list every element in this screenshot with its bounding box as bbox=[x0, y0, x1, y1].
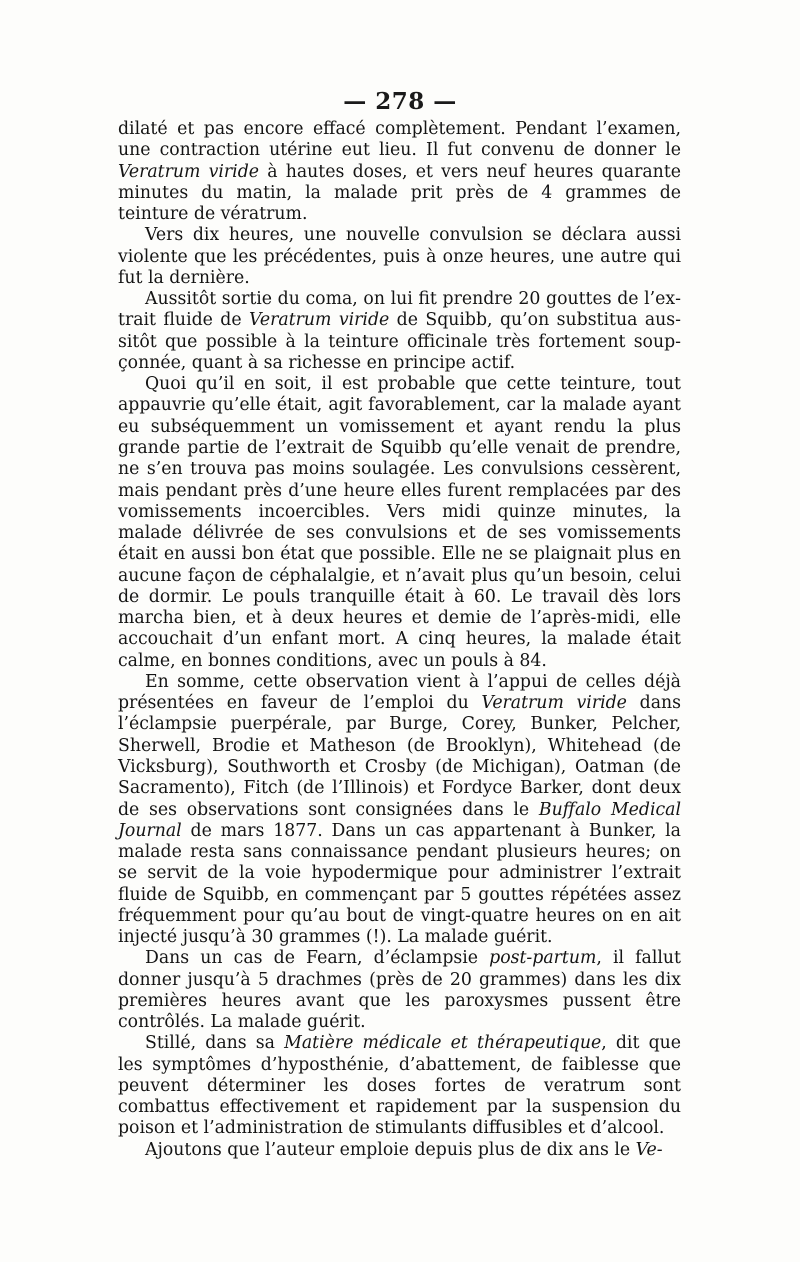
body-text bbox=[118, 119, 681, 1161]
text-run: Stillé, dans sa bbox=[145, 1033, 285, 1054]
text-run: Vers dix heures, une nouvelle convulsion se déclara aussi violente que les précédentes, puis à onze heures, une autre qui fut la dernière. bbox=[118, 225, 681, 288]
text-run: dilaté et pas encore effacé complètement. Pendant l’examen, une contraction utérine eut lieu. Il fut convenu de donner le bbox=[118, 119, 681, 161]
paragraph bbox=[118, 289, 681, 374]
italic-text: Veratrum viride bbox=[118, 161, 259, 182]
text-run: de mars 1877. Dans un cas appartenant à Bunker, la malade resta sans connaissance pendant plusieurs heures; on se servit de la voie hypodermique pour administrer l’extrait fluide de Squibb, en commençant par 5 gouttes répétées assez fréquemment pour qu’au bout de vingt-quatre heures on en ait injecté jusqu’à 30 grammes (!). La malade guérit. bbox=[118, 820, 681, 948]
italic-text: Ve- bbox=[635, 1139, 663, 1160]
text-run: Aussitôt sortie du coma, on lui fit prendre 20 gouttes de l’extrait fluide de bbox=[118, 289, 681, 331]
italic-text: Buffalo Medical Journal bbox=[118, 799, 681, 841]
text-run: de Squibb, qu’on substitua aussitôt que possible à la teinture officinale très fortement soupçonnée, quant à sa richesse en principe actif. bbox=[118, 310, 681, 373]
paragraph bbox=[118, 1140, 681, 1161]
text-run: En somme, cette observation vient à l’appui de celles déjà présentées en faveur de l’emploi du bbox=[118, 671, 681, 714]
text-run: à hautes doses, et vers neuf heures quarante minutes du matin, la malade prit près de 4 grammes de teinture de vératrum. bbox=[118, 161, 681, 225]
text-run: Dans un cas de Fearn, d’éclampsie bbox=[145, 948, 490, 969]
italic-text: post-partum bbox=[489, 948, 597, 969]
text-run: Ajoutons que l’auteur emploie depuis plus de dix ans le bbox=[145, 1139, 636, 1160]
page-number: — 278 — bbox=[343, 88, 457, 115]
text-run: Quoi qu’il en soit, il est probable que cette teinture, tout appauvrie qu’elle était, agit favorablement, car la malade ayant eu subséquemment un vomissement et ayant rendu la plus grande partie de l’extrait de Squibb qu’elle venait de prendre, ne s’en trouva pas moins soulagée. Les convulsions cessèrent, mais pendant près d’une heure elles furent remplacées par des vomissements incoercibles. Vers midi quinze minutes, la malade délivrée de ses convulsions et de ses vomissements était en aussi bon état que possible. Elle ne se plaignait plus en aucune façon de céphalalgie, et n’avait plus qu’un besoin, celui de dormir. Le pouls tranquille était à 60. Le travail dès lors marcha bien, et à deux heures et demie de l’après-midi, elle accouchait d’un enfant mort. A cinq heures, la malade était calme, en bonnes conditions, avec un pouls à 84. bbox=[118, 374, 681, 671]
paragraph bbox=[118, 119, 681, 225]
paragraph bbox=[118, 1033, 681, 1139]
italic-text: Matière médicale et thérapeutique bbox=[284, 1033, 602, 1054]
text-run: dans l’éclampsie puerpérale, par Burge, Corey, Bunker, Pelcher, Sherwell, Brodie et Matheson (de Brooklyn), Whitehead (de Vicksburg), Southworth et Crosby (de Michigan), Oatman (de Sacramento), Fitch (de l’Illinois) et Fordyce Barker, dont deux de ses observations sont consignées dans le bbox=[118, 693, 682, 820]
paragraph bbox=[118, 672, 681, 948]
paragraph bbox=[118, 374, 681, 672]
paragraph bbox=[118, 225, 681, 289]
italic-text: Veratrum viride bbox=[249, 310, 390, 331]
paragraph bbox=[118, 948, 681, 1033]
text-run: , il fallut donner jusqu’à 5 drachmes (près de 20 grammes) dans les dix premières heures avant que les paroxysmes pussent être contrôlés. La malade guérit. bbox=[118, 948, 681, 1033]
text-run: , dit que les symptômes d’hyposthénie, d’abattement, de faiblesse que peuvent déterminer les doses fortes de veratrum sont combattus effectivement et rapidement par la suspension du poison et l’administration de stimulants diffusibles et d’alcool. bbox=[118, 1033, 681, 1139]
italic-text: Veratrum viride bbox=[481, 693, 627, 714]
